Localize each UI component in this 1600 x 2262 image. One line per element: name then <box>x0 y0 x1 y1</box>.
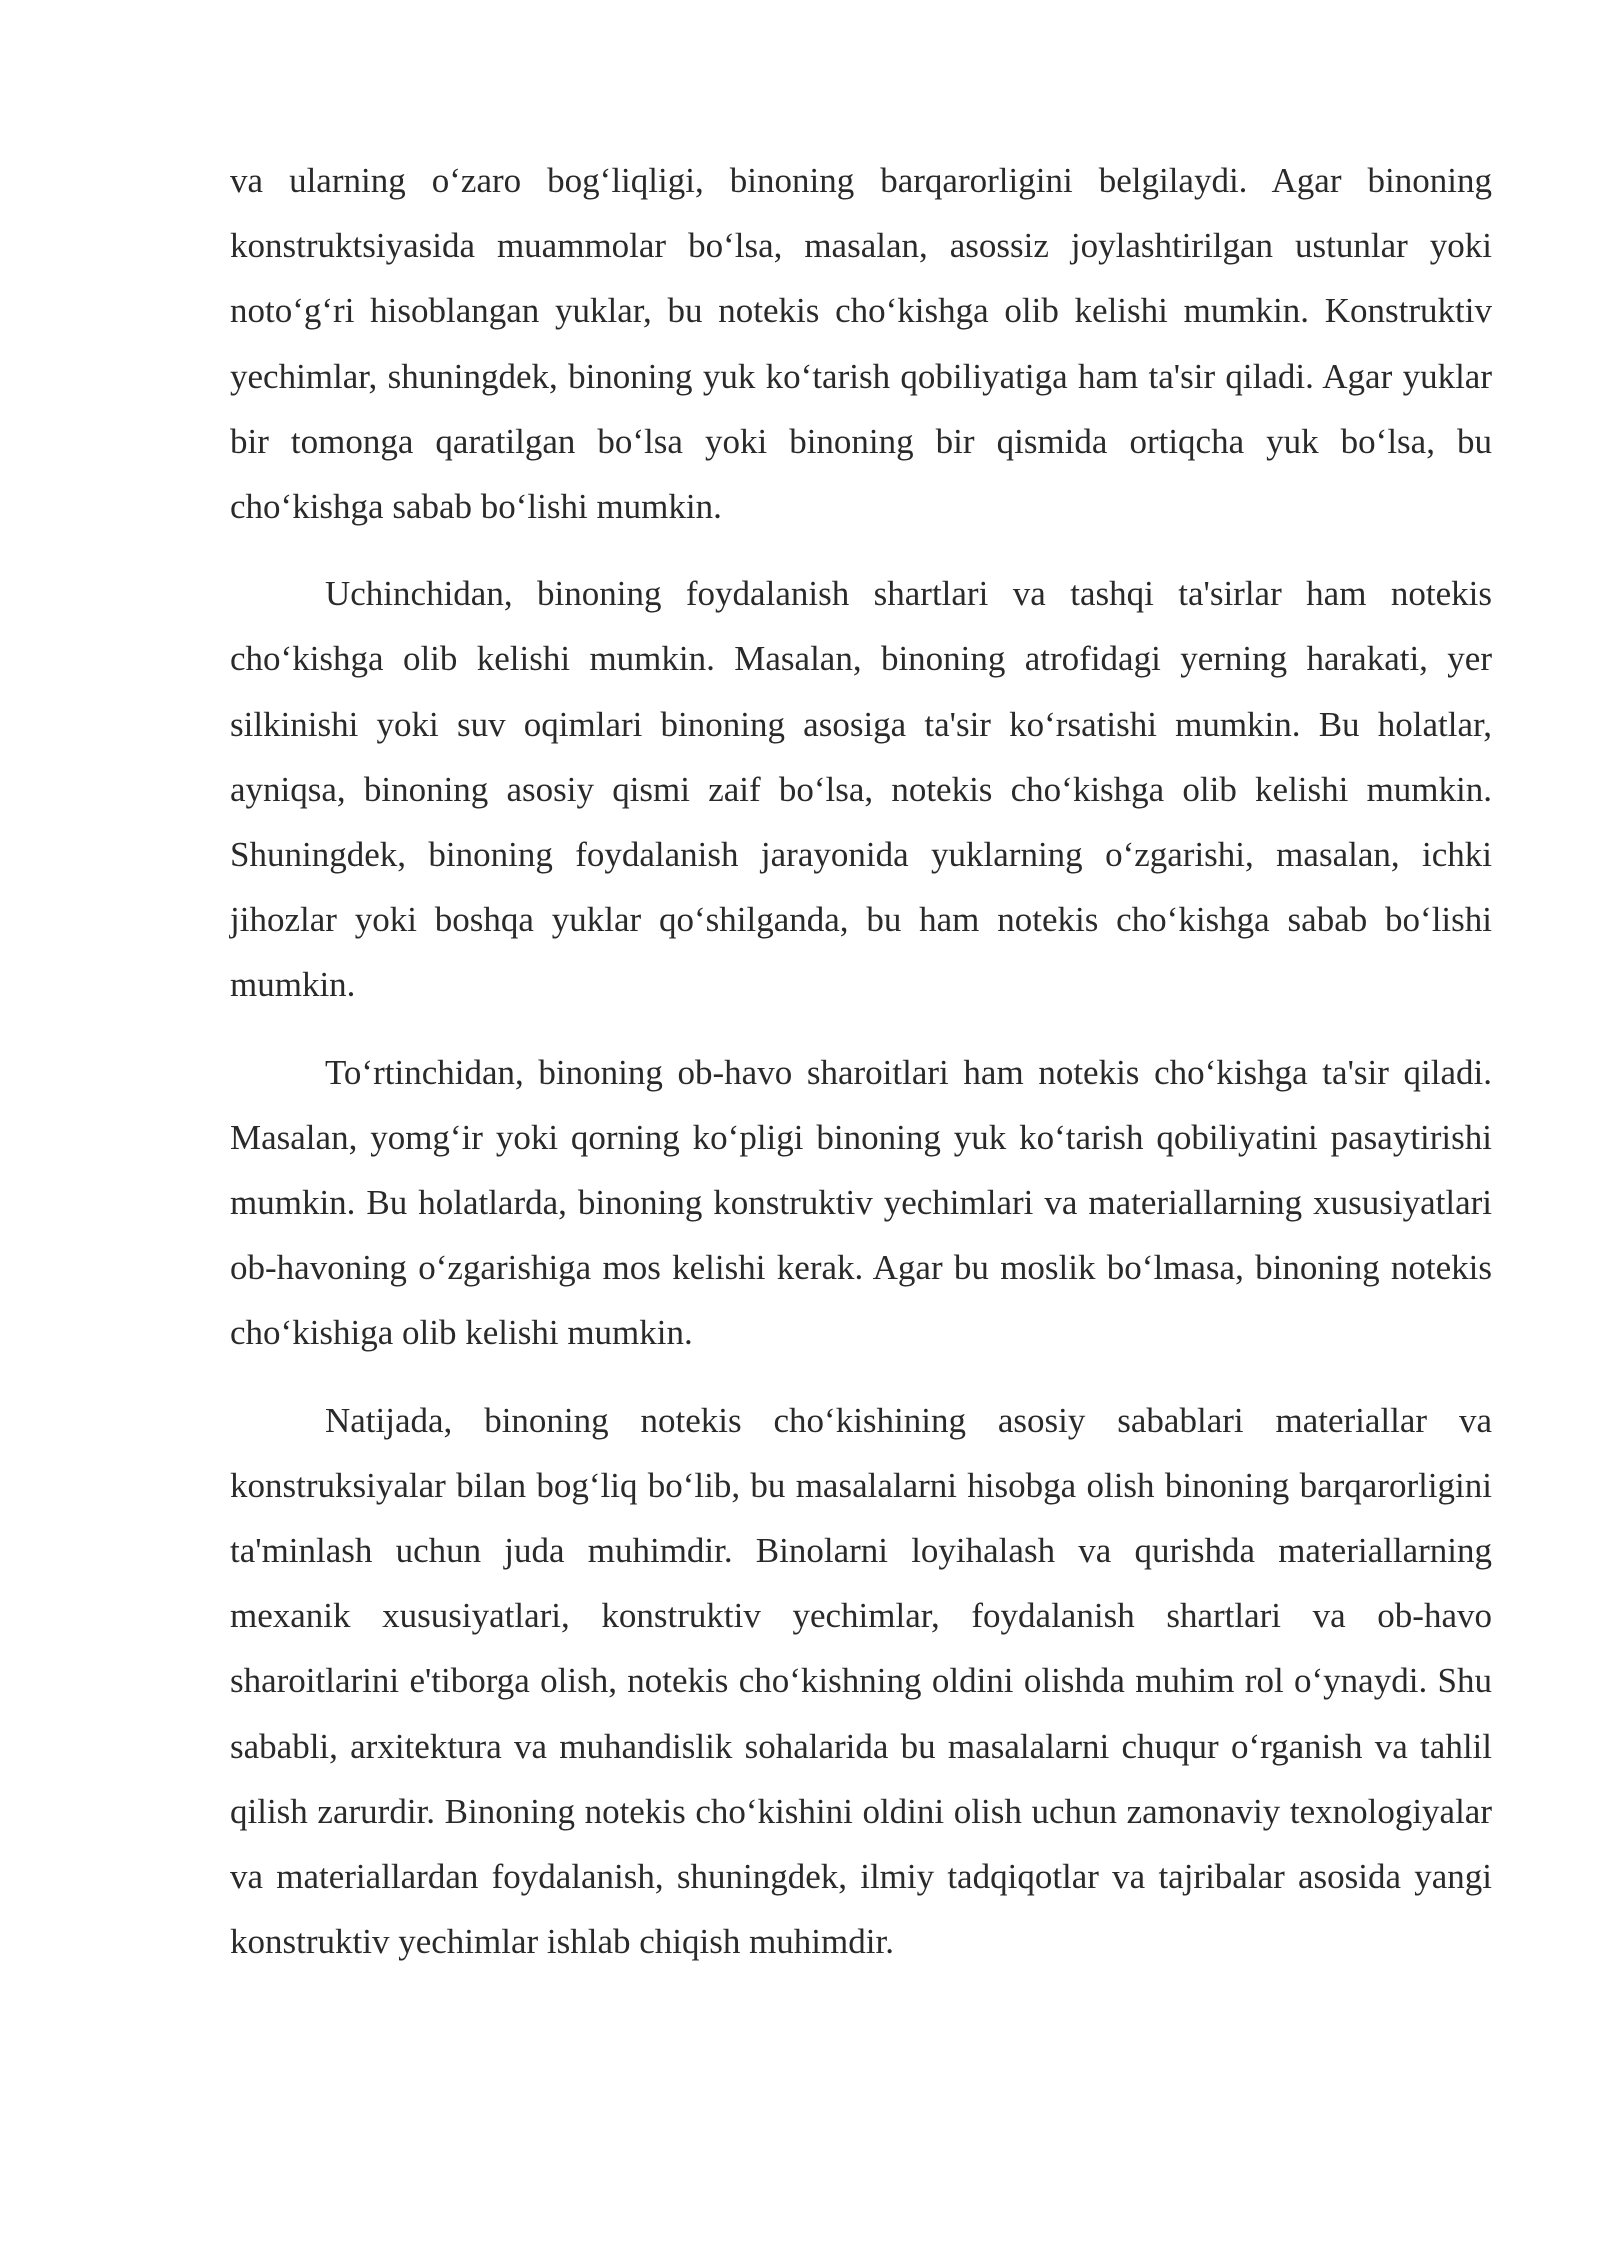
document-page <box>230 148 1492 1996</box>
paragraph-4: Natijada, binoning notekis cho‘kishining asosiy sabablari materiallar va konstruksiyalar bilan bog‘liq bo‘lib, bu masalalarni hisobga olish binoning barqarorligini ta'minlash uchun juda muhimdir. Binolarni loyihalash va qurishda materiallarning mexanik xususiyatlari, konstruktiv yechimlar, foydalanish shartlari va ob-havo sharoitlarini e'tiborga olish, notekis cho‘kishning oldini olishda muhim rol o‘ynaydi. Shu sababli, arxitektura va muhandislik sohalarida bu masalalarni chuqur o‘rganish va tahlil qilish zarurdir. Binoning notekis cho‘kishini oldini olish uchun zamonaviy texnologiyalar va materiallardan foydalanish, shuningdek, ilmiy tadqiqotlar va tajribalar asosida yangi konstruktiv yechimlar ishlab chiqish muhimdir. <box>230 1400 1492 1962</box>
paragraph-1: va ularning o‘zaro bog‘liqligi, binoning barqarorligini belgilaydi. Agar binoning konstruktsiyasida muammolar bo‘lsa, masalan, asossiz joylashtirilgan ustunlar yoki noto‘g‘ri hisoblangan yuklar, bu notekis cho‘kishga olib kelishi mumkin. Konstruktiv yechimlar, shuningdek, binoning yuk ko‘tarish qobiliyatiga ham ta'sir qiladi. Agar yuklar bir tomonga qaratilgan bo‘lsa yoki binoning bir qismida ortiqcha yuk bo‘lsa, bu cho‘kishga sabab bo‘lishi mumkin. <box>230 161 1492 527</box>
paragraph-3: To‘rtinchidan, binoning ob-havo sharoitlari ham notekis cho‘kishga ta'sir qiladi. Masalan, yomg‘ir yoki qorning ko‘pligi binoning yuk ko‘tarish qobiliyatini pasaytirishi mumkin. Bu holatlarda, binoning konstruktiv yechimlari va materiallarning xususiyatlari ob-havoning o‘zgarishiga mos kelishi kerak. Agar bu moslik bo‘lmasa, binoning notekis cho‘kishiga olib kelishi mumkin. <box>230 1052 1492 1353</box>
paragraph-2: Uchinchidan, binoning foydalanish shartlari va tashqi ta'sirlar ham notekis cho‘kishga olib kelishi mumkin. Masalan, binoning atrofidagi yerning harakati, yer silkinishi yoki suv oqimlari binoning asosiga ta'sir ko‘rsatishi mumkin. Bu holatlar, ayniqsa, binoning asosiy qismi zaif bo‘lsa, notekis cho‘kishga olib kelishi mumkin. Shuningdek, binoning foydalanish jarayonida yuklarning o‘zgarishi, masalan, ichki jihozlar yoki boshqa yuklar qo‘shilganda, bu ham notekis cho‘kishga sabab bo‘lishi mumkin. <box>230 574 1492 1005</box>
